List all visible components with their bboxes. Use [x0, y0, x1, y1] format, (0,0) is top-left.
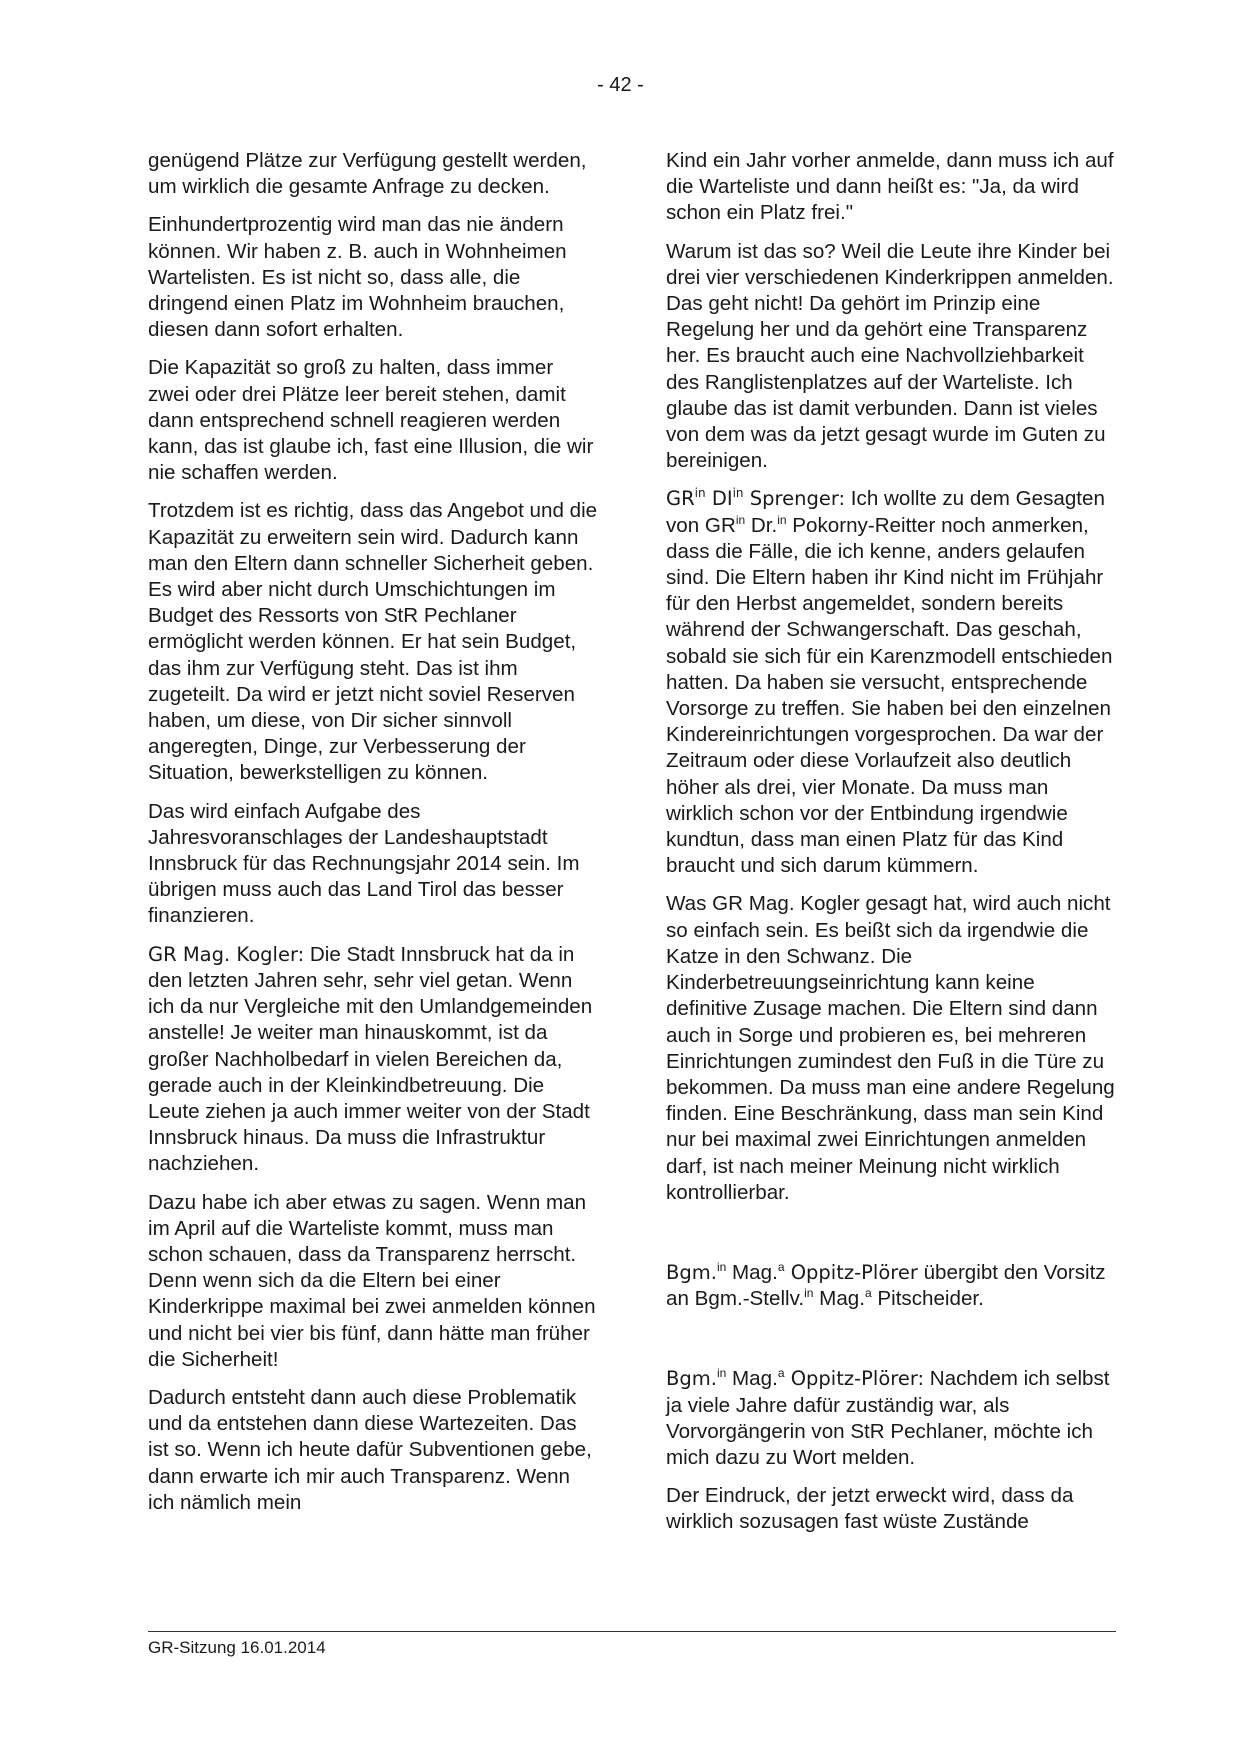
speaker-surname: Oppitz-Plörer: — [784, 1367, 925, 1391]
left-column — [148, 148, 600, 1528]
speech-text: Die Stadt Innsbruck hat da in den letzten Jahren sehr, sehr viel getan. Wenn ich da nur Vergleiche mit den Umlandgemeinden anstelle! Je weiter man hinauskommt, ist da großer Nachholbedarf in vielen Bereichen da, gerade auch in der Kleinkindbetreuung. Die Leute ziehen ja auch immer weiter von der Stadt Innsbruck hinaus. Da muss die Infrastruktur nachziehen. — [148, 942, 593, 1176]
superscript: in — [716, 1366, 727, 1381]
paragraph: Das wird einfach Aufgabe des Jahresvoranschlages der Landeshauptstadt Innsbruck für das Rechnungsjahr 2014 sein. Im übrigen muss auch das Land Tirol das besser finanzieren. — [148, 799, 580, 928]
speaker-title: Bgm. — [666, 1367, 717, 1391]
page-number: - 42 - — [597, 74, 644, 96]
paragraph: Dazu habe ich aber etwas zu sagen. Wenn man im April auf die Warteliste kommt, muss man schon schauen, dass da Transparenz herrscht. Denn wenn sich da die Eltern bei einer Kinderkrippe maximal bei zwei anmelden können und nicht bei vier bis fünf, dann hätte man früher die Sicherheit! — [148, 1190, 596, 1371]
footer-session-date: GR-Sitzung 16.01.2014 — [148, 1638, 326, 1657]
right-column — [666, 148, 1118, 1548]
speaker-name — [666, 487, 845, 510]
paragraph-sprenger — [666, 486, 1118, 879]
speaker-title: GR — [666, 487, 695, 511]
superscript: in — [716, 1259, 727, 1274]
paragraph-handover — [666, 1260, 1118, 1312]
paragraph: Warum ist das so? Weil die Leute ihre Kinder bei drei vier verschiedenen Kinderkrippen anmelden. Das geht nicht! Da gehört im Prinzip eine Regelung her und da gehört eine Transparenz her. Es braucht auch eine Nachvollziehbarkeit des Ranglistenplatzes auf der Warteliste. Ich glaube das ist damit verbunden. Dann ist vieles von dem was da jetzt gesagt wurde im Guten zu bereinigen. — [666, 239, 1114, 473]
speaker-title: Mag. — [726, 1367, 778, 1391]
speaker-title: DI — [705, 487, 733, 511]
speech-text: Pokorny-Reitter noch anmerken, dass die Fälle, die ich kenne, anders gelaufen sind. Die Eltern haben ihr Kind nicht im Frühjahr für den Herbst angemeldet, sondern bereits während der Schwangerschaft. Das geschah, sobald sie sich für ein Karenzmodell entschieden hatten. Da haben sie versucht, entsprechende Vorsorge zu treffen. Sie haben bei den einzelnen Kindereinrichtungen vorgesprochen. Da war der Zeitraum oder diese Vorlaufzeit also deutlich höher als drei, vier Monate. Da muss man wirklich schon vor der Entbindung irgendwie kundtun, dass man einen Platz für das Kind braucht und sich darum kümmern. — [666, 513, 1113, 878]
paragraph-kogler — [148, 942, 600, 1178]
paragraph: Die Kapazität so groß zu halten, dass immer zwei oder drei Plätze leer bereit stehen, damit dann entsprechend schnell reagieren werden kann, das ist glaube ich, fast eine Illusion, die wir nie schaffen werden. — [148, 356, 594, 485]
paragraph: Kind ein Jahr vorher anmelde, dann muss ich auf die Warteliste und dann heißt es: "Ja, da wird schon ein Platz frei." — [666, 149, 1114, 225]
paragraph-oppitz — [666, 1366, 1118, 1471]
superscript: a — [777, 1259, 785, 1274]
speech-text: Pitscheider. — [871, 1287, 984, 1311]
speaker-surname: Oppitz-Plörer — [784, 1260, 918, 1284]
speaker-name: GR Mag. Kogler: — [148, 942, 305, 966]
speaker-title: Mag. — [726, 1260, 778, 1284]
paragraph: Der Eindruck, der jetzt erweckt wird, dass da wirklich sozusagen fast wüste Zustände — [666, 1484, 1074, 1534]
speech-text: Nachdem ich selbst ja viele Jahre dafür zuständig war, als Vorvorgängerin von StR Pechlaner, möchte ich mich dazu zu Wort melden. — [666, 1367, 1110, 1469]
speech-text: Mag. — [813, 1287, 865, 1311]
paragraph: Einhundertprozentig wird man das nie ändern können. Wir haben z. B. auch in Wohnheimen Wartelisten. Es ist nicht so, dass alle, die dringend einen Platz im Wohnheim brauchen, diesen dann sofort erhalten. — [148, 213, 567, 342]
footer-divider — [148, 1631, 1116, 1632]
superscript: in — [732, 486, 744, 501]
speech-text: Dr. — [745, 513, 778, 537]
superscript: in — [694, 486, 706, 501]
superscript: a — [864, 1286, 872, 1301]
superscript: a — [777, 1366, 785, 1381]
speaker-title: Bgm. — [666, 1260, 717, 1284]
speech-text: Ich wollte zu dem Gesagten von GR — [666, 487, 1105, 537]
superscript: in — [804, 1286, 814, 1301]
superscript: in — [777, 512, 787, 527]
superscript: in — [735, 512, 746, 527]
paragraph: genügend Plätze zur Verfügung gestellt werden, um wirklich die gesamte Anfrage zu decken. — [148, 149, 587, 199]
paragraph: Dadurch entsteht dann auch diese Problematik und da entstehen dann diese Wartezeiten. Das ist so. Wenn ich heute dafür Subventionen gebe, dann erwarte ich mir auch Transparenz. Wenn ich nämlich mein — [148, 1385, 592, 1514]
paragraph: Was GR Mag. Kogler gesagt hat, wird auch nicht so einfach sein. Es beißt sich da irgendwie die Katze in den Schwanz. Die Kinderbetreuungseinrichtung kann keine definitive Zusage machen. Die Eltern sind dann auch in Sorge und probieren es, bei mehreren Einrichtungen zumindest den Fuß in die Türe zu bekommen. Da muss man eine andere Regelung finden. Eine Beschränkung, dass man sein Kind nur bei maximal zwei Einrichtungen anmelden darf, ist nach meiner Meinung nicht wirklich kontrollierbar. — [666, 892, 1115, 1204]
paragraph: Trotzdem ist es richtig, dass das Angebot und die Kapazität zu erweitern sein wird. Dadurch kann man den Eltern dann schneller Sicherheit geben. Es wird aber nicht durch Umschichtungen im Budget des Ressorts von StR Pechlaner ermöglicht werden können. Er hat sein Budget, das ihm zur Verfügung steht. Das ist ihm zugeteilt. Da wird er jetzt nicht soviel Reserven haben, um diese, von Dir sicher sinnvoll angeregten, Dinge, zur Verbesserung der Situation, bewerkstelligen zu können. — [148, 499, 598, 785]
speech-text: übergibt den Vorsitz an Bgm.-Stellv. — [666, 1260, 1106, 1311]
speaker-surname: Sprenger: — [743, 487, 846, 511]
